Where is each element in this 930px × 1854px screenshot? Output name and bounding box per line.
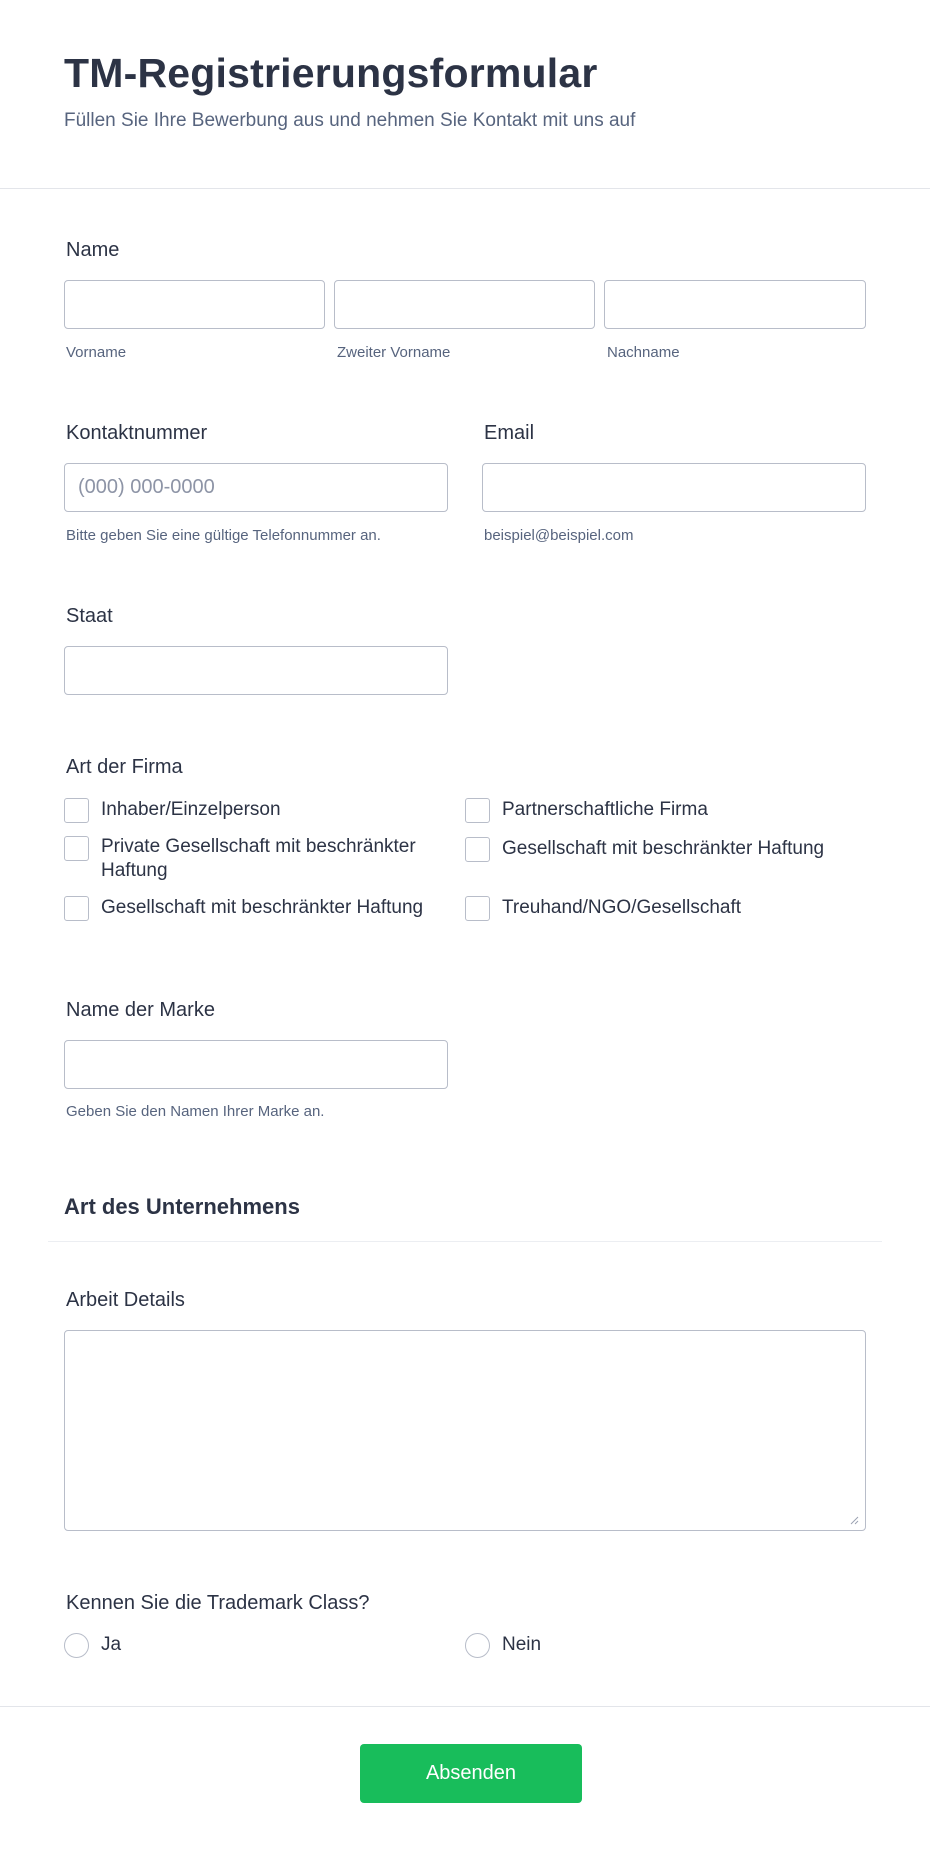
contact-number-input[interactable] [64,463,448,512]
middle-name-input[interactable] [334,280,595,329]
work-details-label: Arbeit Details [66,1289,185,1311]
resize-handle-icon[interactable] [849,1515,859,1525]
contact-number-sublabel: Bitte geben Sie eine gültige Telefonnummer an. [66,527,381,544]
last-name-sublabel: Nachname [607,344,680,361]
email-label: Email [484,422,535,444]
brand-name-label: Name der Marke [66,999,215,1021]
brand-name-sublabel: Geben Sie den Namen Ihrer Marke an. [66,1103,325,1120]
state-label: Staat [66,605,113,627]
email-sublabel: beispiel@beispiel.com [484,527,634,544]
contact-number-label: Kontaktnummer [66,422,208,444]
company-type-checkbox-limited-liability[interactable] [465,837,490,862]
work-details-textarea[interactable] [64,1330,866,1531]
company-type-checkbox-private-limited[interactable] [64,836,89,861]
company-type-checkbox-trust-ngo[interactable] [465,896,490,921]
company-type-checkbox-sole-proprietor[interactable] [64,798,89,823]
last-name-input[interactable] [604,280,866,329]
company-type-label: Art der Firma [66,756,183,778]
section-divider [48,1241,882,1242]
trademark-class-label: Kennen Sie die Trademark Class? [66,1592,370,1614]
company-type-checkbox-limited-liability-2[interactable] [64,896,89,921]
first-name-input[interactable] [64,280,325,329]
footer-divider [0,1706,930,1707]
company-type-option-label: Gesellschaft mit beschränkter Haftung [502,838,825,859]
state-input[interactable] [64,646,448,695]
trademark-class-option-label: Ja [101,1634,122,1655]
company-type-option-label: Private Gesellschaft mit beschränkter Haftung [101,836,416,881]
company-type-option-label: Inhaber/Einzelperson [101,799,281,820]
middle-name-sublabel: Zweiter Vorname [337,344,451,361]
trademark-class-radio-no[interactable] [465,1633,490,1658]
form-header [0,0,930,189]
company-type-option-label: Gesellschaft mit beschränkter Haftung [101,897,424,918]
company-type-option-label: Treuhand/NGO/Gesellschaft [502,897,742,918]
name-label: Name [66,239,120,261]
brand-name-input[interactable] [64,1040,448,1089]
form-title: TM-Registrierungsformular [64,50,598,96]
company-type-checkbox-partnership[interactable] [465,798,490,823]
company-type-option-label: Partnerschaftliche Firma [502,799,708,820]
form-subtitle: Füllen Sie Ihre Bewerbung aus und nehmen Sie Kontakt mit uns auf [64,110,636,131]
first-name-sublabel: Vorname [66,344,127,361]
trademark-class-option-label: Nein [502,1634,542,1655]
email-input[interactable] [482,463,866,512]
trademark-class-radio-yes[interactable] [64,1633,89,1658]
submit-button[interactable]: Absenden [360,1744,582,1803]
business-type-section-heading: Art des Unternehmens [64,1194,300,1219]
